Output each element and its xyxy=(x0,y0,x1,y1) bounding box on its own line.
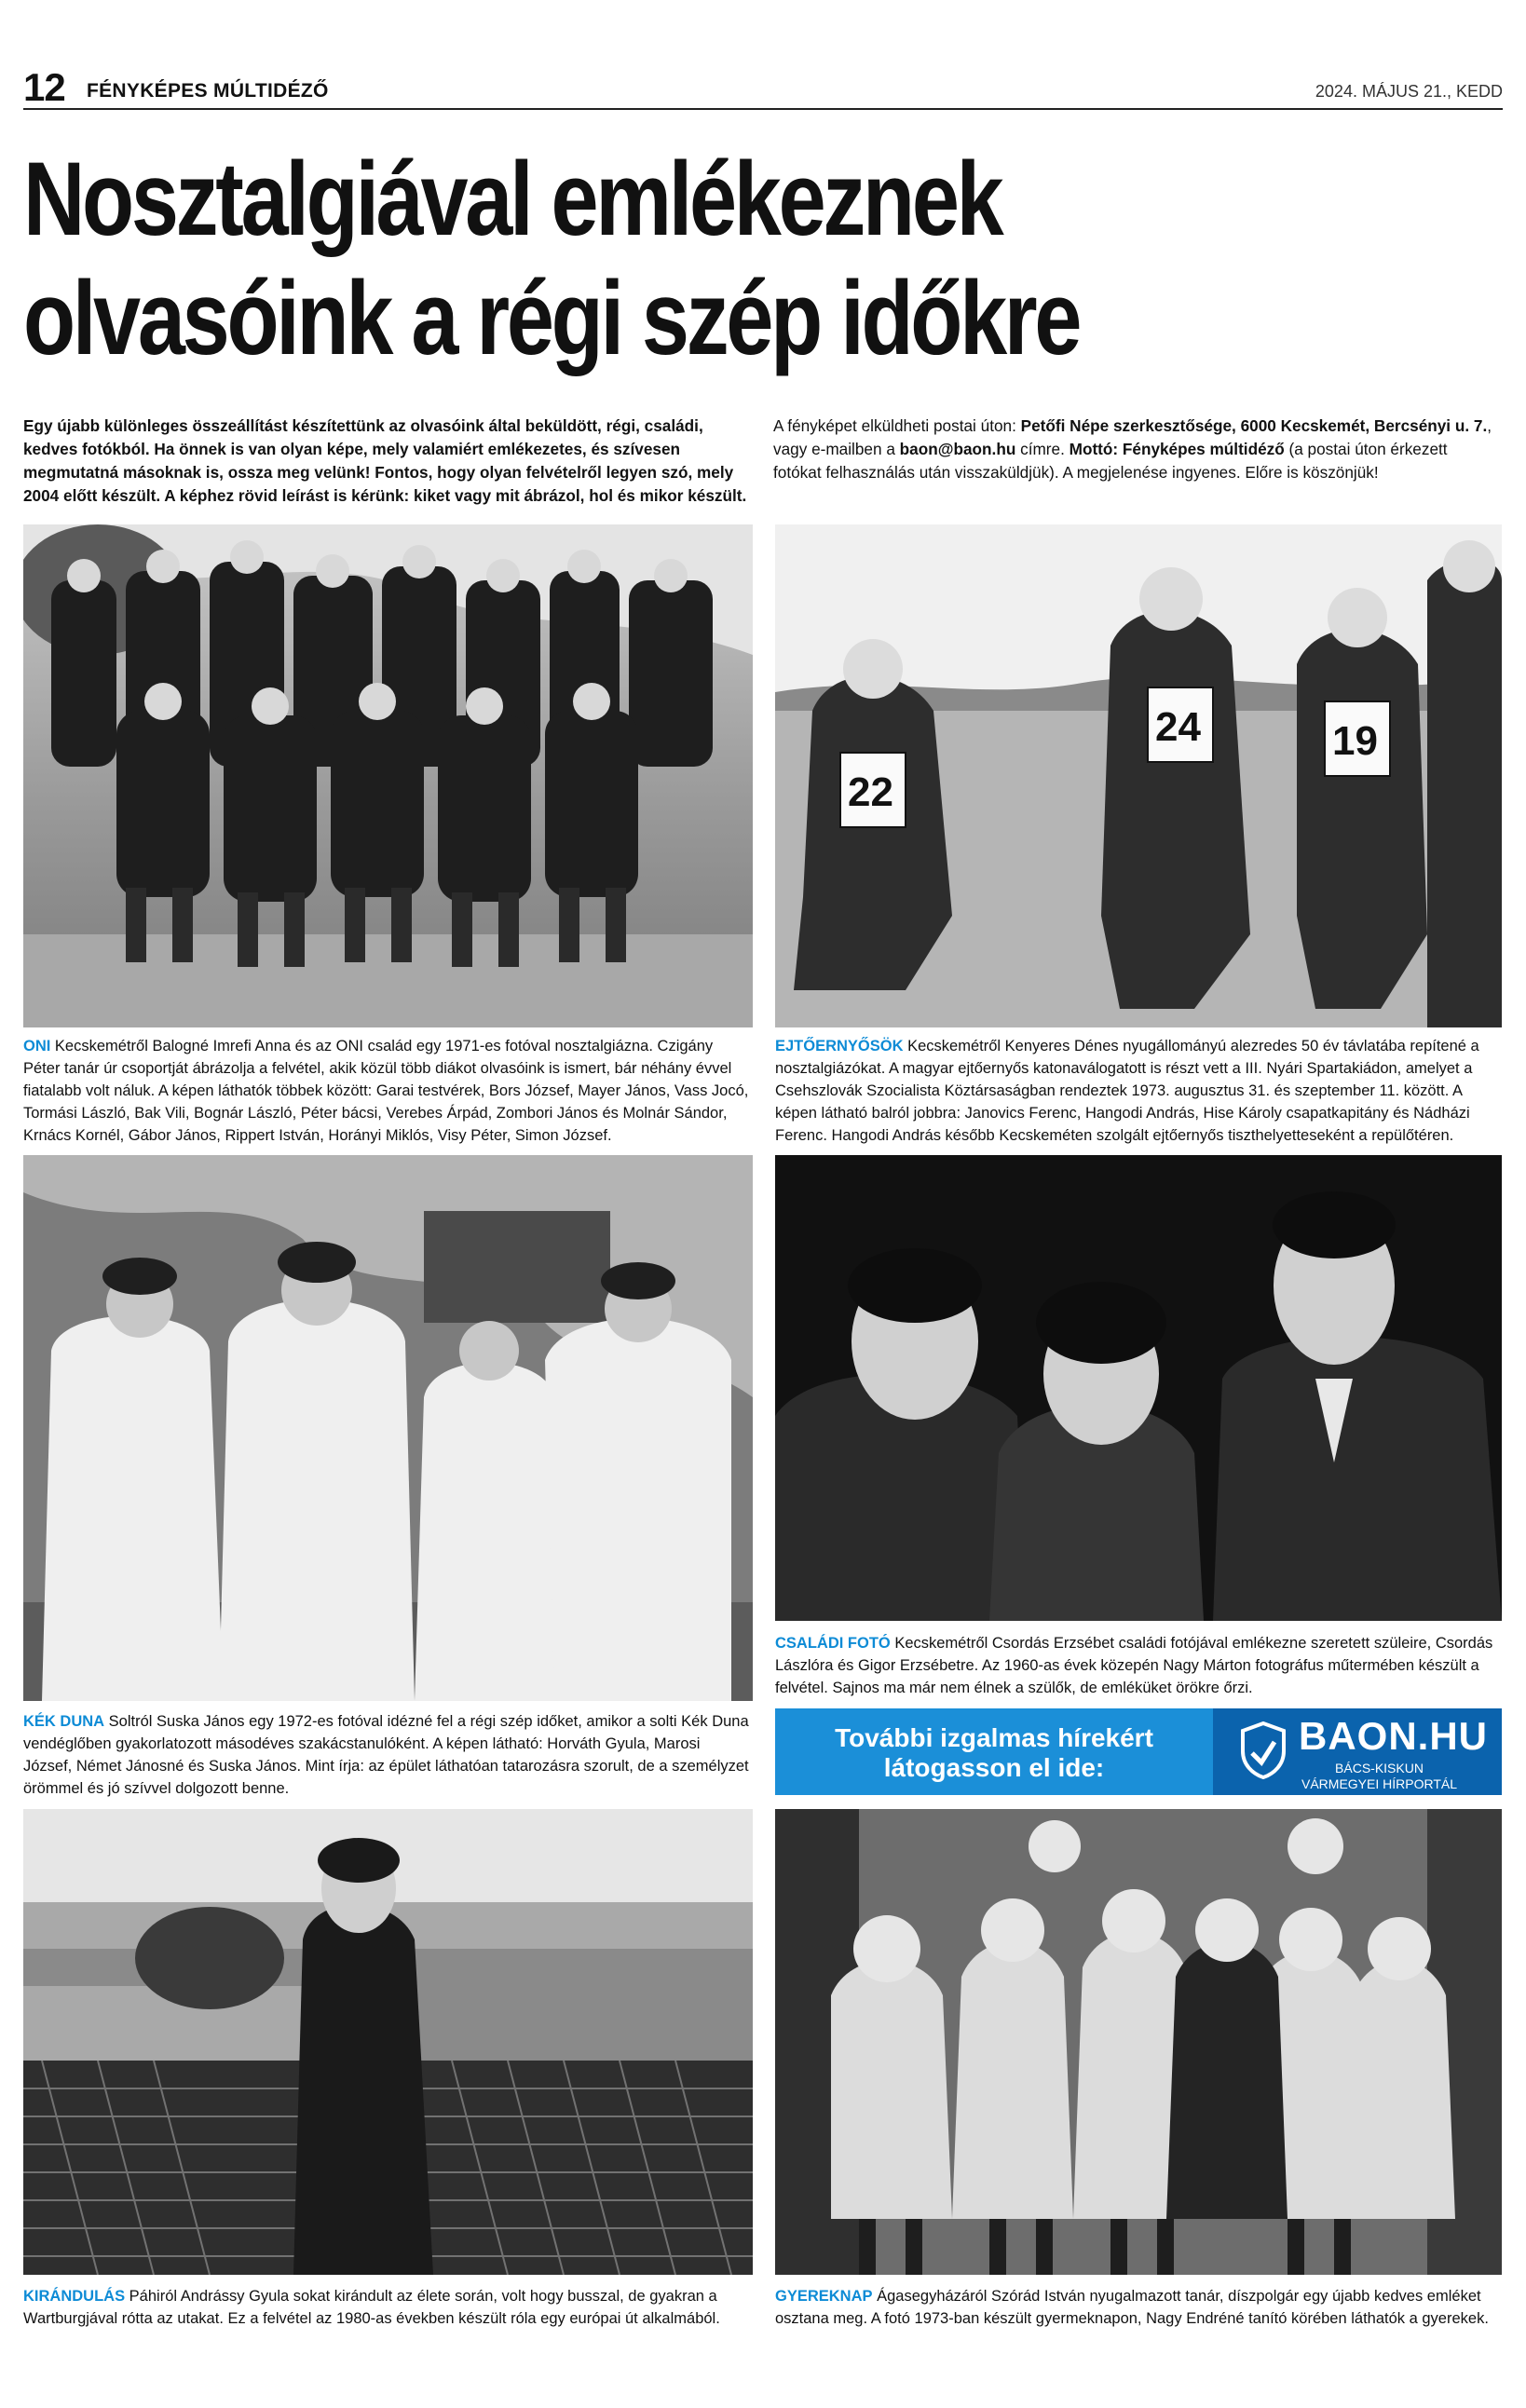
ad-sub-line-1: BÁCS-KISKUN xyxy=(1335,1761,1424,1775)
caption-gyereknap xyxy=(775,2285,1502,2330)
caption-kicker: GYEREKNAP xyxy=(775,2288,873,2305)
caption-text: Kecskemétről Csordás Erzsébet családi fotójával emlékezne szeretett szüleire, Csordás Lászlóra és Gigor Erzsébetre. Az 1960-as évek közepén Nagy Márton fotográfus műtermében készült a felvétel. Sajnos ma már nem élnek a szülők, de emléküket örökre őrzi. xyxy=(775,1635,1493,1696)
photo-csaladi-foto-graphic xyxy=(775,1155,1502,1621)
ad-brand: BAON.HU xyxy=(1299,1714,1488,1758)
bib-number-22: 22 xyxy=(848,769,893,815)
caption-text: Páhiról Andrássy Gyula sokat kirándult az élete során, volt hogy busszal, de gyakran a Wartburgjával rótta az utakat. Ez a felvétel az 1980-as években készült róla egy európai út alkalmából. xyxy=(23,2288,720,2327)
caption-text: Kecskemétről Balogné Imrefi Anna és az ONI család egy 1971-es fotóval nosztalgiázna. Czigány Péter tanár úr csoportját ábrázolja a felvétel, akik közül több diákot olvasóink is ismert, bár néhány évvel fiatalabb volt náluk. A képen láthatók többek között: Garai testvérek, Bors József, Mayer János, Vass Jocó, Tormási László, Bak Vili, Bognár László, Péter bácsi, Verebes Árpád, Zombori János és Molnár Sándor, Krnács Kornél, Gábor János, Rippert István, Horányi Miklós, Visy Péter, Simon József. xyxy=(23,1038,749,1144)
caption-text: Ágasegyházáról Szórád István nyugalmazott tanár, díszpolgár egy újabb kedves emléket osztana meg. A fotó 1973-ban készült gyermeknapon, Nagy Endréné tanító körében láthatók a gyerekek. xyxy=(775,2288,1489,2327)
caption-text: Kecskemétről Kenyeres Dénes nyugállományú alezredes 50 év távlatába repítené a nosztalgiázókat. A magyar ejtőernyős katonaválogatott is részt vett a III. Nyári Spartakiádon, amelyet a Csehszlovák Szocialista Köztársaságban rendeztek 1973. augusztus 31. és szeptember 11. között. A képen látható balról jobbra: Janovics Ferenc, Hangodi András, Hise Károly csapatkapitány és Nádházi Ferenc. Hangodi András később Kecskeméten szolgált ejtőernyős tiszthelyetteseként a repülőtéren. xyxy=(775,1038,1479,1144)
photo-gyereknap-graphic xyxy=(775,1809,1502,2275)
photo-gyereknap xyxy=(775,1809,1502,2275)
intro-address: Petőfi Népe szerkesztősége, 6000 Kecskemét, Bercsényi u. 7. xyxy=(1020,416,1488,435)
photo-kek-duna xyxy=(23,1155,753,1701)
shield-logo-icon xyxy=(1241,1721,1286,1779)
caption-oni xyxy=(23,1035,750,1147)
caption-kicker: ONI xyxy=(23,1038,51,1054)
photo-ejtoernyosok-graphic xyxy=(775,524,1502,1027)
intro-email[interactable]: baon@baon.hu xyxy=(899,440,1016,458)
ad-sub-line-2: VÁRMEGYEI HÍRPORTÁL xyxy=(1301,1776,1458,1791)
photo-kirandulas-graphic xyxy=(23,1809,753,2275)
caption-kicker: EJTŐERNYŐSÖK xyxy=(775,1038,904,1054)
caption-ejtoernyosok xyxy=(775,1035,1502,1147)
intro-right-part: címre. xyxy=(1015,440,1070,458)
caption-kicker: KIRÁNDULÁS xyxy=(23,2288,126,2305)
ad-subtitle xyxy=(1301,1761,1457,1792)
photo-oni-group xyxy=(23,524,753,1027)
page-header xyxy=(23,65,1503,110)
issue-date: 2024. MÁJUS 21., KEDD xyxy=(1315,82,1503,101)
intro-right-part: (a postai úton érkezett fotókat felhasználás után visszaküldjük). A megjelenése ingyenes. Előre is köszönjük! xyxy=(773,440,1448,482)
intro-left: Egy újabb különleges összeállítást készítettünk az olvasóink által beküldött, régi, családi, kedves fotókból. Ha önnek is van olyan képe, mely valamiért emlékezetes, és szívesen megmutatná másoknak is, ossza meg velünk! Fontos, hogy olyan felvételről legyen szó, mely 2004 előtt készült. A képhez rövid leírást is kérünk: kiket vagy mit ábrázol, hol és mikor készült. xyxy=(23,416,747,505)
photo-kek-duna-graphic xyxy=(23,1155,753,1701)
caption-kirandulas xyxy=(23,2285,750,2330)
ad-line-2: látogasson el ide: xyxy=(883,1753,1105,1782)
caption-kek-duna xyxy=(23,1710,750,1800)
caption-kicker: KÉK DUNA xyxy=(23,1713,105,1730)
bib-number-24: 24 xyxy=(1155,704,1201,750)
intro-right xyxy=(773,415,1498,484)
bib-number-19: 19 xyxy=(1332,718,1378,764)
photo-csaladi-foto xyxy=(775,1155,1502,1621)
photo-oni-graphic xyxy=(23,524,753,1027)
photo-kirandulas xyxy=(23,1809,753,2275)
intro-motto: Mottó: Fényképes múltidéző xyxy=(1069,440,1285,458)
headline-line-2: olvasóink a régi szép időkre xyxy=(23,260,1080,376)
ad-text xyxy=(775,1723,1213,1783)
ad-line-1: További izgalmas hírekért xyxy=(835,1723,1153,1752)
section-title: FÉNYKÉPES MÚLTIDÉZŐ xyxy=(87,80,329,102)
caption-csaladi-foto xyxy=(775,1632,1502,1699)
caption-text: Soltról Suska János egy 1972-es fotóval idézné fel a régi szép időket, amikor a solti Kék Duna vendéglőben gyakorlatozott másodéves szakácstanulóként. A képen látható: Horváth Gyula, Marosi József, Német Jánosné és Suska János. Mint írja: az épület láthatóan tatarozásra szorult, de a személyzet örömmel és jó szívvel dolgozott benne. xyxy=(23,1713,749,1797)
intro-right-part: A fényképet elküldheti postai úton: xyxy=(773,416,1021,435)
page-number: 12 xyxy=(23,65,65,109)
intro-right-part: , vagy e-mailben a xyxy=(773,416,1492,458)
photo-ejtoernyosok xyxy=(775,524,1502,1027)
headline xyxy=(23,140,1236,378)
headline-line-1: Nosztalgiával emlékeznek xyxy=(23,141,1001,257)
caption-kicker: CSALÁDI FOTÓ xyxy=(775,1635,891,1652)
baon-ad-banner[interactable] xyxy=(775,1708,1502,1795)
